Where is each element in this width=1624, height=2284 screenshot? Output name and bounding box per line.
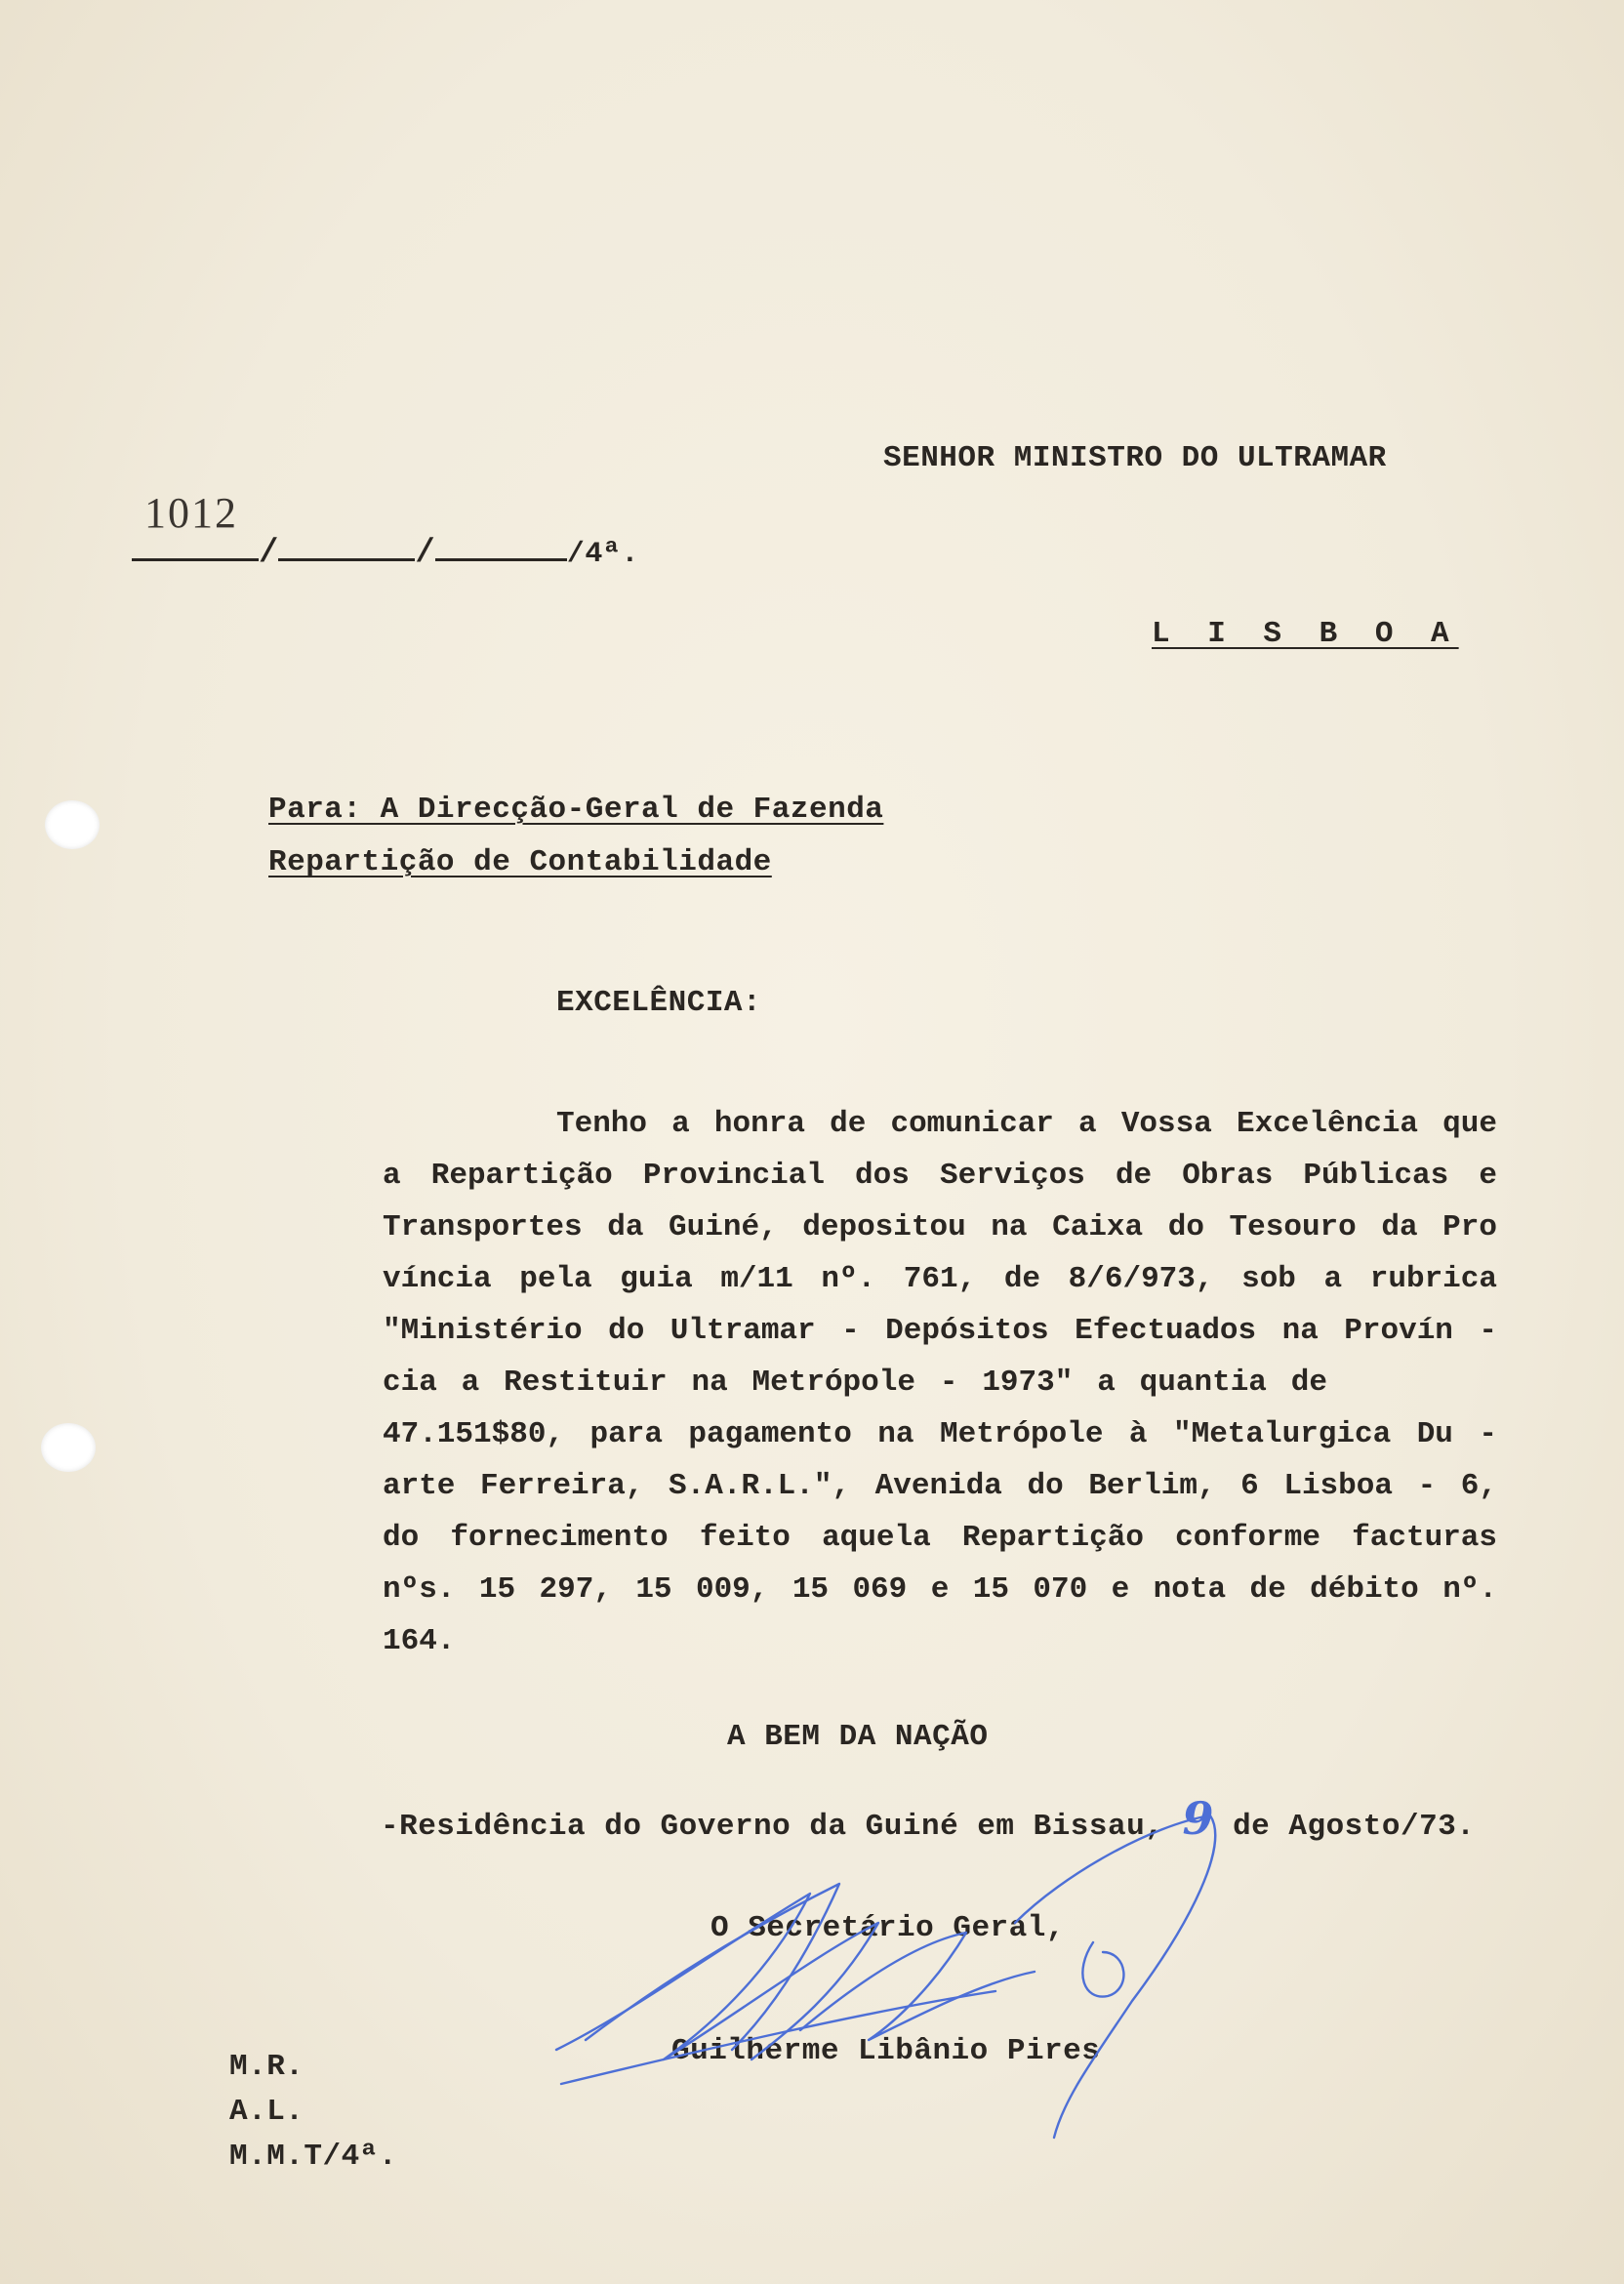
body-line: 164. [383,1624,456,1658]
initials-line: A.L. [229,2095,304,2129]
body-line: 47.151$80, para pagamento na Metrópole à "Metalurgica Du - [383,1417,1497,1451]
punch-hole-bottom [41,1423,96,1472]
reference-blanks: / / /4ª. [132,535,639,572]
reference-number: 1012 [144,489,238,537]
handwritten-day: 9 [1182,1792,1214,1845]
body-line: do fornecimento feito aquela Repartição conforme facturas [383,1521,1497,1555]
initials-line: M.R. [229,2050,304,2084]
blank-field [132,552,259,561]
place-date-suffix: de Agosto/73. [1233,1810,1476,1844]
body-line: arte Ferreira, S.A.R.L.", Avenida do Berlim, 6 Lisboa - 6, [383,1469,1497,1503]
body-line: cia a Restituir na Metrópole - 1973" a quantia de [383,1366,1327,1400]
body-line: Transportes da Guiné, depositou na Caixa do Tesouro da Pro [383,1210,1497,1244]
addressee-line: SENHOR MINISTRO DO ULTRAMAR [883,441,1387,475]
addressee-city: L I S B O A [1152,617,1459,651]
blank-field [278,552,415,561]
signatory-name: Guilherme Libânio Pires [671,2034,1101,2068]
body-line: "Ministério do Ultramar - Depósitos Efectuados na Provín - [383,1314,1497,1348]
body-line: nºs. 15 297, 15 009, 15 069 e 15 070 e nota de débito nº. [383,1572,1497,1607]
salutation: EXCELÊNCIA: [556,986,762,1020]
reference-suffix: /4ª. [566,538,639,571]
recipient-line-1: Para: A Direcção-Geral de Fazenda [268,793,884,827]
place-date-prefix: -Residência do Governo da Guiné em Bissau, [381,1810,1164,1844]
initials-line: M.M.T/4ª. [229,2140,397,2174]
body-line: víncia pela guia m/11 nº. 761, de 8/6/973, sob a rubrica [383,1262,1497,1296]
body-line: Tenho a honra de comunicar a Vossa Excelência que [556,1107,1497,1141]
closing: A BEM DA NAÇÃO [727,1720,989,1754]
handwritten-signature [547,1806,1249,2157]
recipient-line-2: Repartição de Contabilidade [268,845,772,879]
punch-hole-top [45,800,100,849]
signatory-title: O Secretário Geral, [710,1911,1065,1945]
body-line: a Repartição Provincial dos Serviços de Obras Públicas e [383,1159,1497,1193]
blank-field [435,552,567,561]
